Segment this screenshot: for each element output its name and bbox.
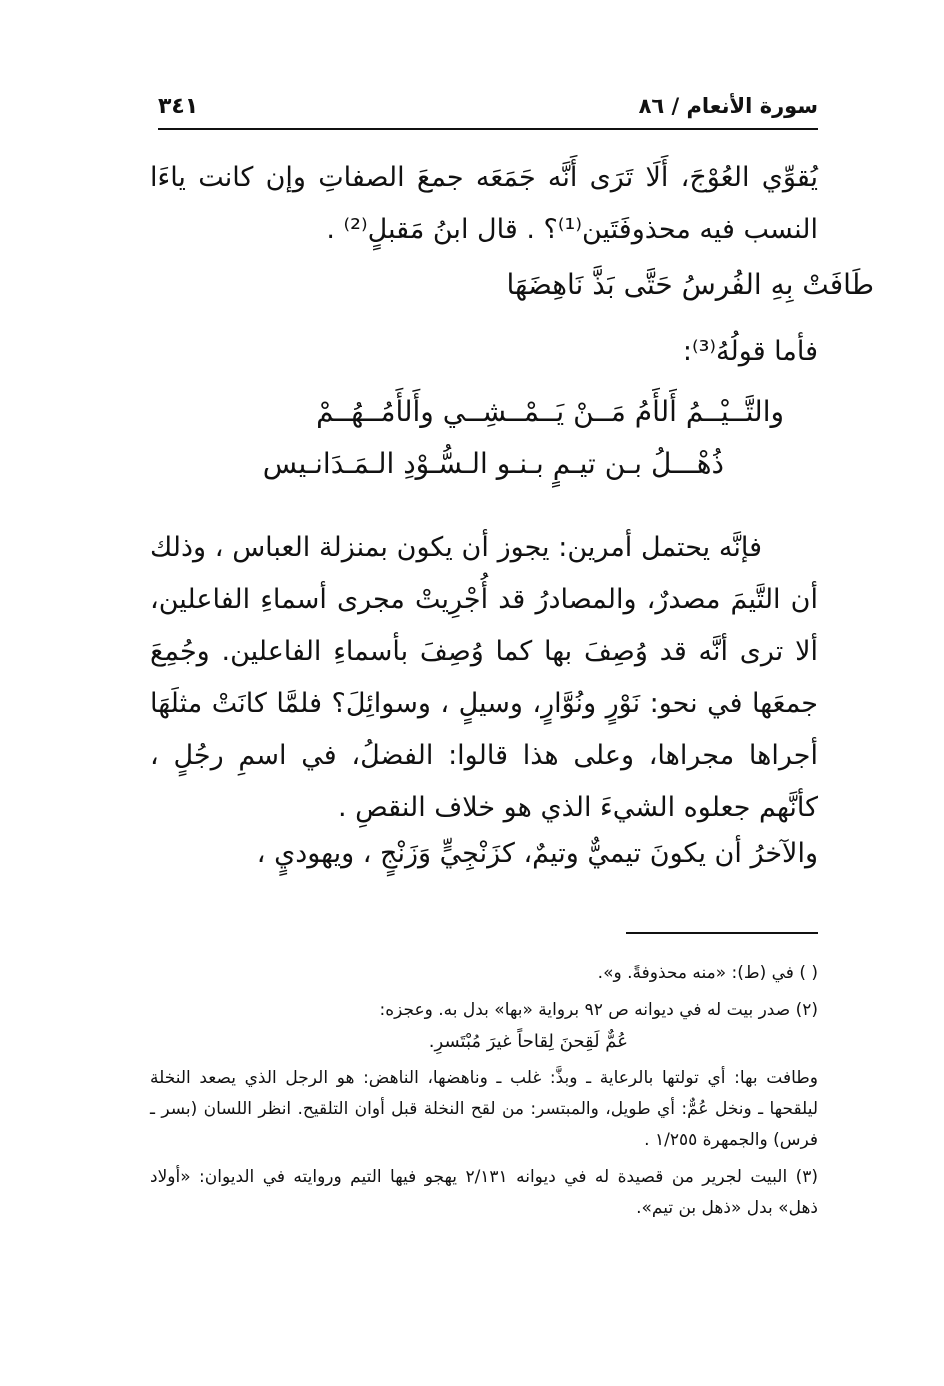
footnote-2: (٢) صدر بيت له في ديوانه ص ٩٢ برواية «بها» بدل به. وعجزه:	[379, 1000, 818, 1020]
poetry-verse-1: طَافَتْ بِهِ الفُرسُ حَتَّى بَذَّ نَاهِضَهَا	[506, 268, 874, 301]
footnote-rule	[626, 932, 818, 934]
verse-intro: فأما قولُهُ⁽³⁾:	[682, 336, 818, 367]
paragraph-2: فإنَّه يحتمل أمرين: يجوز أن يكون بمنزلة العباس ، وذلك أن التَّيمَ مصدرٌ، والمصادرُ قد أُجْرِيتْ مجرى أسماءِ الفاعلين، ألا ترى أنَّه قد وُصِفَ بها كما وُصِفَ بأسماءِ الفاعلين. وجُمِعَ جمعَها في نحو: نَوْرٍ ونُوَّارٍ، وسيلٍ ، وسوائِلَ؟ فلمَّا كانَتْ مثلَهَا أجراها مجراها، وعلى هذا قالوا: الفضلُ، في اسمِ رجُلٍ ، كأنَّهم جعلوه الشيءَ الذي هو خلاف النقصِ .	[150, 532, 818, 823]
header-rule	[158, 128, 818, 130]
footnote-2-verse: عُمٌّ لَقِحنَ لِقاحاً غيرَ مُبْتَسرِ.	[428, 1031, 628, 1052]
surah-title: سورة الأنعام / ٨٦	[638, 94, 818, 118]
page-header	[158, 92, 818, 132]
footnotes	[150, 958, 818, 1224]
footnote-1: ( ) في (ط): «منه محذوفةً. و».	[597, 963, 818, 983]
poetry-verse-2-second-hemistich: ذُهْـــلُ بـن تيـمٍ بـنـو الـسُّـوْدِ الـمَـدَانـيس	[262, 447, 724, 480]
poetry-verse-2-first-hemistich: والتَّــيْــمُ أَلأَمُ مَــنْ يَــمْــشِــي وأَلأَمُــهُــمْ	[316, 395, 784, 428]
page-number: ٣٤١	[158, 94, 199, 119]
paragraph-1: يُقوِّي العُوْجَ، أَلَا تَرَى أَنَّه جَمَعَه جمعَ الصفاتِ وإن كانت ياءَا النسب فيه محذوفَتَين⁽¹⁾؟ . قال ابنُ مَقبلٍ⁽²⁾ .	[150, 162, 818, 245]
paragraph-3: والآخرُ أن يكونَ تيميٌّ وتيمٌ، كزَنْجِيٍّ وَزَنْجٍ ، ويهوديٍ ،	[256, 838, 818, 869]
footnote-2-explanation: وطافت بها: أي تولتها بالرعاية ـ وبذَّ: غلب ـ وناهضها، الناهض: هو الرجل الذي يصعد النخلة ليلقحها ـ ونخل عُمٌّ: أي طويل، والمبتسر: من لقح النخلة قبل أوان التلقيح. انظر اللسان (بسر ـ فرس) والجمهرة ١/٢٥٥ .	[150, 1068, 818, 1150]
footnote-3: (٣) البيت لجرير من قصيدة له في ديوانه ٢/١٣١ يهجو فيها التيم وروايته في الديوان: «أولاد ذهل» بدل «ذهل بن تيم».	[150, 1167, 818, 1218]
